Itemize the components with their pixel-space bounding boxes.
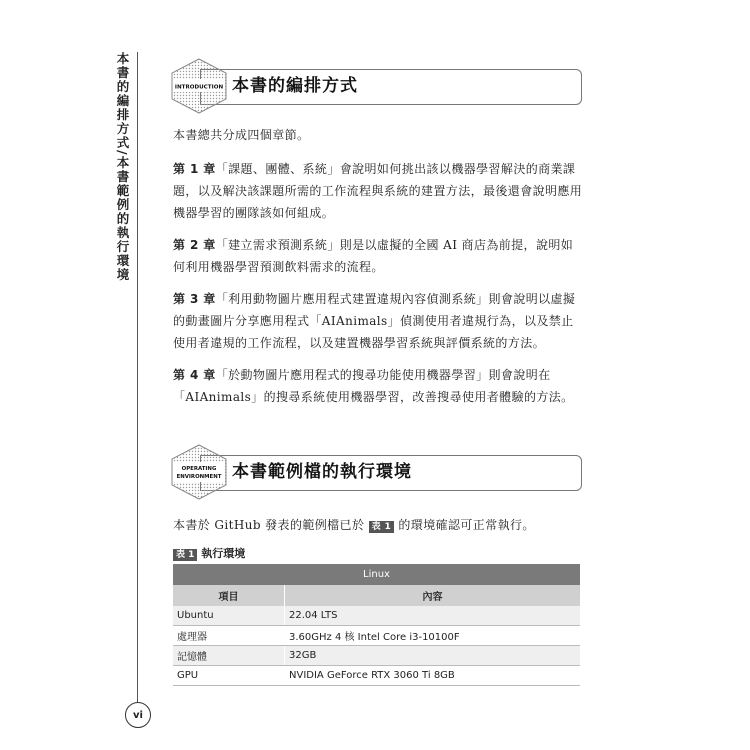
section-title: 本書範例檔的執行環境 — [232, 462, 412, 482]
table-caption-tag: 表 1 — [173, 549, 197, 561]
badge-text-line1: OPERATING — [181, 466, 217, 472]
badge-text-line2: ENVIRONMENT — [176, 474, 222, 480]
chapter-text: 「建立需求預測系統」則是以虛擬的全國 AI 商店為前提，說明如何利用機器學習預測飲料需求的流程。 — [173, 238, 574, 274]
page-number: vi — [125, 702, 151, 728]
chapter-label: 第 2 章 — [173, 238, 216, 252]
chapter-3-paragraph — [173, 288, 583, 354]
table-col-item: 項目 — [173, 585, 285, 606]
table-col-content: 內容 — [285, 585, 581, 606]
section-header-introduction — [170, 58, 582, 114]
table-caption — [173, 545, 245, 561]
hexagon-badge-icon — [170, 444, 228, 500]
chapter-label: 第 3 章 — [173, 292, 216, 306]
chapter-text: 「課題、團體、系統」會說明如何挑出該以機器學習解決的商業課題，以及解決該課題所需的工作流程與系統的建置方法，最後還會說明應用機器學習的團隊該如何組成。 — [173, 162, 583, 220]
table-row — [173, 646, 580, 666]
environment-table — [173, 564, 580, 686]
table-row — [173, 626, 580, 646]
table-cell-value: 3.60GHz 4 核 Intel Core i3-10100F — [285, 626, 581, 646]
chapter-text: 「於動物圖片應用程式的搜尋功能使用機器學習」則會說明在「AIAnimals」的搜尋系統使用機器學習，改善搜尋使用者體驗的方法。 — [173, 368, 574, 404]
table-cell-value: 22.04 LTS — [285, 606, 581, 626]
hexagon-badge-icon — [170, 58, 228, 114]
margin-rule — [137, 52, 138, 704]
table-cell-item: Ubuntu — [173, 606, 285, 626]
table-cell-item: 處理器 — [173, 626, 285, 646]
chapter-label: 第 1 章 — [173, 162, 216, 176]
table-cell-value: NVIDIA GeForce RTX 3060 Ti 8GB — [285, 666, 581, 686]
env-text-before: 本書於 GitHub 發表的範例檔已於 — [173, 518, 365, 532]
running-header: 本書的編排方式/本書範例的執行環境 — [115, 52, 130, 283]
intro-paragraph: 本書總共分成四個章節。 — [173, 128, 310, 142]
chapter-text: 「利用動物圖片應用程式建置違規內容偵測系統」則會說明以虛擬的動畫圖片分享應用程式「AIAnimals」偵測使用者違規行為，以及禁止使用者違規的工作流程，以及建置機器學習系統與評價系統的方法。 — [173, 292, 576, 350]
table-caption-text: 執行環境 — [201, 547, 246, 560]
badge-text: INTRODUCTION — [174, 84, 224, 91]
table-row — [173, 606, 580, 626]
table-cell-item: 記憶體 — [173, 646, 285, 666]
section-title: 本書的編排方式 — [232, 76, 358, 96]
chapter-2-paragraph — [173, 234, 583, 278]
section-header-environment — [170, 444, 582, 500]
chapter-4-paragraph — [173, 364, 583, 408]
environment-paragraph — [173, 514, 583, 538]
table-cell-value: 32GB — [285, 646, 581, 666]
table-ref-tag: 表 1 — [369, 521, 395, 533]
chapter-label: 第 4 章 — [173, 368, 216, 382]
table-cell-item: GPU — [173, 666, 285, 686]
chapter-1-paragraph — [173, 158, 583, 224]
table-row — [173, 666, 580, 686]
table-os-header: Linux — [173, 564, 580, 585]
env-text-after: 的環境確認可正常執行。 — [398, 518, 535, 532]
